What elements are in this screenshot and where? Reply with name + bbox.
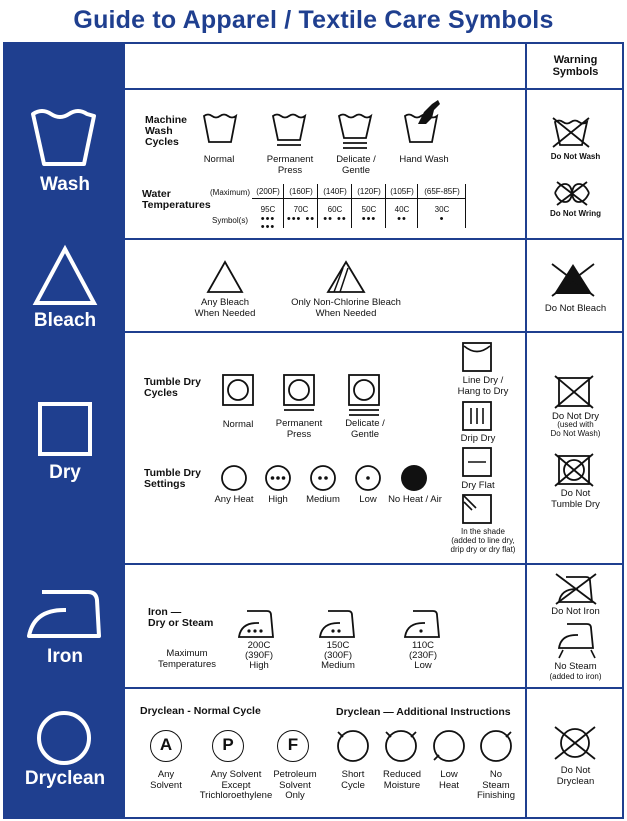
do-not-wring-icon [551, 180, 593, 206]
wash-delicate-label: Delicate / Gentle [336, 154, 376, 176]
dryclean-low-heat-label: Low Heat [438, 769, 460, 791]
no-steam-label: No Steam [554, 661, 597, 672]
any-bleach-icon [206, 260, 244, 294]
wash-tub-icon [30, 108, 100, 168]
dryclean-petroleum-label: Petroleum Solvent Only [273, 769, 317, 801]
do-not-wash-label: Do Not Wash [550, 152, 601, 161]
page-title: Guide to Apparel / Textile Care Symbols [73, 6, 554, 34]
iron-high-temp-f: (390F) [245, 650, 273, 661]
dryclean-except-trichloroethylene-label: Any Solvent Except Trichloroethylene [199, 769, 273, 801]
do-not-dry-icon [554, 374, 594, 410]
bleach-triangle-icon [33, 246, 97, 306]
divider-wash [125, 238, 624, 240]
dry-square-icon [38, 402, 92, 456]
iron-medium-temp-c: 150C [326, 640, 350, 651]
dryclean-short-cycle-icon [335, 728, 371, 764]
temp-col-50 [352, 184, 386, 228]
tumble-dry-normal-icon [222, 374, 254, 406]
temp-f-30: (65F-85F) [424, 187, 460, 196]
divider-header [125, 88, 624, 90]
non-chlorine-bleach-label: Only Non-Chlorine Bleach When Needed [291, 297, 401, 319]
iron-high-temp-c: 200C [247, 640, 271, 651]
hand-wash-label: Hand Wash [399, 154, 449, 165]
iron-max-temperatures-label: Maximum Temperatures [157, 648, 217, 670]
wash-delicate-icon [338, 112, 372, 152]
temp-c-30: 30C [434, 205, 450, 214]
temp-c-50: 50C [361, 205, 377, 214]
low-heat-icon [354, 464, 382, 492]
divider-bleach [125, 331, 624, 333]
temp-dots-60: •• •• [323, 213, 347, 225]
tumble-dry-delicate-icon [348, 374, 380, 418]
any-heat-label: Any Heat [214, 494, 254, 505]
temp-c-60: 60C [327, 205, 343, 214]
dryclean-no-steam-label: No Steam Finishing [476, 769, 516, 801]
water-temperature-table [252, 184, 466, 233]
temp-f-60: (140F) [323, 187, 347, 196]
tumble-dry-permanent-press-icon [283, 374, 315, 412]
divider-dry [125, 563, 624, 565]
category-wash: Wash [40, 174, 90, 195]
no-heat-icon [400, 464, 428, 492]
dryclean-petroleum-icon: F [277, 730, 309, 762]
drip-dry-icon [462, 401, 492, 431]
any-heat-icon [220, 464, 248, 492]
temp-dots-50: ••• [361, 213, 377, 225]
dry-in-shade-icon [462, 494, 492, 524]
temp-f-40: (105F) [390, 187, 414, 196]
do-not-iron-icon [554, 572, 598, 606]
medium-heat-label: Medium [306, 494, 340, 505]
no-steam-note: (added to iron) [549, 672, 602, 681]
line-dry-icon [462, 342, 492, 372]
iron-high-level: High [249, 660, 269, 671]
drip-dry-label: Drip Dry [460, 433, 496, 444]
dryclean-normal-cycle-label: Dryclean - Normal Cycle [140, 705, 261, 717]
iron-icon [26, 586, 102, 640]
low-heat-label: Low [359, 494, 377, 505]
dryclean-reduced-moisture-label: Reduced Moisture [382, 769, 422, 791]
wash-normal-label: Normal [203, 154, 235, 165]
wash-permanent-press-icon [272, 112, 306, 148]
temp-f-70: (160F) [289, 187, 313, 196]
water-temperatures-label: Water Temperatures [142, 188, 211, 211]
temp-dots-30: • [439, 213, 445, 225]
dryclean-any-solvent-label: Any Solvent [150, 769, 182, 791]
iron-high-icon [237, 607, 277, 639]
dryclean-no-steam-icon [478, 728, 514, 764]
warning-symbols-header: Warning Symbols [552, 54, 599, 78]
dryclean-additional-label: Dryclean — Additional Instructions [336, 706, 511, 718]
dry-flat-label: Dry Flat [461, 480, 495, 491]
iron-low-level: Low [414, 660, 432, 671]
do-not-bleach-label: Do Not Bleach [544, 303, 607, 314]
hand-wash-icon [402, 98, 442, 144]
temp-c-40: 40C [394, 205, 410, 214]
wash-cycles-label: Machine Wash Cycles [145, 114, 188, 148]
temp-col-60 [318, 184, 352, 228]
category-bleach: Bleach [33, 310, 97, 331]
wash-normal-icon [203, 112, 237, 144]
wash-permanent-press-label: Permanent Press [266, 154, 314, 176]
iron-medium-icon [318, 607, 358, 639]
do-not-dry-note: (used with Do Not Wash) [550, 420, 601, 438]
temp-c-95: 95C [260, 205, 276, 214]
medium-heat-icon [309, 464, 337, 492]
tumble-dry-normal-label: Normal [222, 419, 254, 430]
iron-low-temp-c: 110C [411, 640, 434, 651]
category-iron: Iron [47, 646, 83, 667]
do-not-dryclean-label: Do Not Dryclean [556, 765, 595, 787]
do-not-tumble-dry-label: Do Not Tumble Dry [551, 488, 600, 510]
iron-low-icon [403, 607, 443, 639]
divider-iron [125, 687, 624, 689]
temp-col-30 [418, 184, 466, 228]
temp-col-40 [386, 184, 418, 228]
tumble-dry-delicate-label: Delicate / Gentle [345, 418, 385, 440]
dryclean-short-cycle-label: Short Cycle [341, 769, 365, 791]
line-dry-label: Line Dry / Hang to Dry [457, 375, 509, 397]
tumble-dry-permanent-press-label: Permanent Press [275, 418, 323, 440]
dryclean-circle-icon [36, 710, 92, 766]
no-steam-icon [555, 620, 597, 660]
no-heat-label: No Heat / Air [388, 494, 442, 505]
dry-in-shade-label: In the shade (added to line dry, drip dry or dry flat) [450, 527, 516, 554]
temp-col-95 [252, 184, 284, 233]
temp-dots-70: ••• •• [286, 213, 316, 225]
high-heat-icon [264, 464, 292, 492]
non-chlorine-bleach-icon [326, 260, 366, 294]
tumble-dry-cycles-label: Tumble Dry Cycles [144, 376, 201, 399]
do-not-dry-label: Do Not Dry [552, 411, 599, 422]
iron-medium-level: Medium [321, 660, 355, 671]
iron-medium-temp-f: (300F) [324, 650, 352, 661]
iron-low-temp-f: (230F) [409, 650, 437, 661]
temp-f-95: (200F) [256, 187, 280, 196]
category-dry: Dry [49, 462, 81, 483]
do-not-wash-icon [551, 116, 591, 148]
dryclean-except-trichloroethylene-icon: P [212, 730, 244, 762]
do-not-dryclean-icon [553, 724, 597, 762]
tumble-dry-settings-label: Tumble Dry Settings [144, 467, 201, 490]
any-bleach-label: Any Bleach When Needed [194, 297, 256, 319]
high-heat-label: High [268, 494, 288, 505]
maximum-label: (Maximum) [210, 188, 250, 197]
do-not-iron-label: Do Not Iron [551, 606, 600, 617]
iron-dry-or-steam-label: Iron — Dry or Steam [148, 606, 214, 629]
symbols-label: Symbol(s) [211, 216, 248, 225]
do-not-wring-label: Do Not Wring [550, 209, 601, 218]
dryclean-low-heat-icon [431, 728, 467, 764]
dryclean-reduced-moisture-icon [383, 728, 419, 764]
do-not-bleach-icon [550, 260, 596, 298]
category-dryclean: Dryclean [24, 768, 106, 789]
do-not-tumble-dry-icon [554, 452, 594, 488]
dryclean-any-solvent-icon: A [150, 730, 182, 762]
temp-dots-40: •• [397, 213, 407, 225]
temp-f-50: (120F) [357, 187, 381, 196]
dry-flat-icon [462, 447, 492, 477]
temp-col-70 [284, 184, 318, 228]
temp-dots-95: ••• ••• [260, 213, 276, 233]
temp-c-70: 70C [293, 205, 309, 214]
